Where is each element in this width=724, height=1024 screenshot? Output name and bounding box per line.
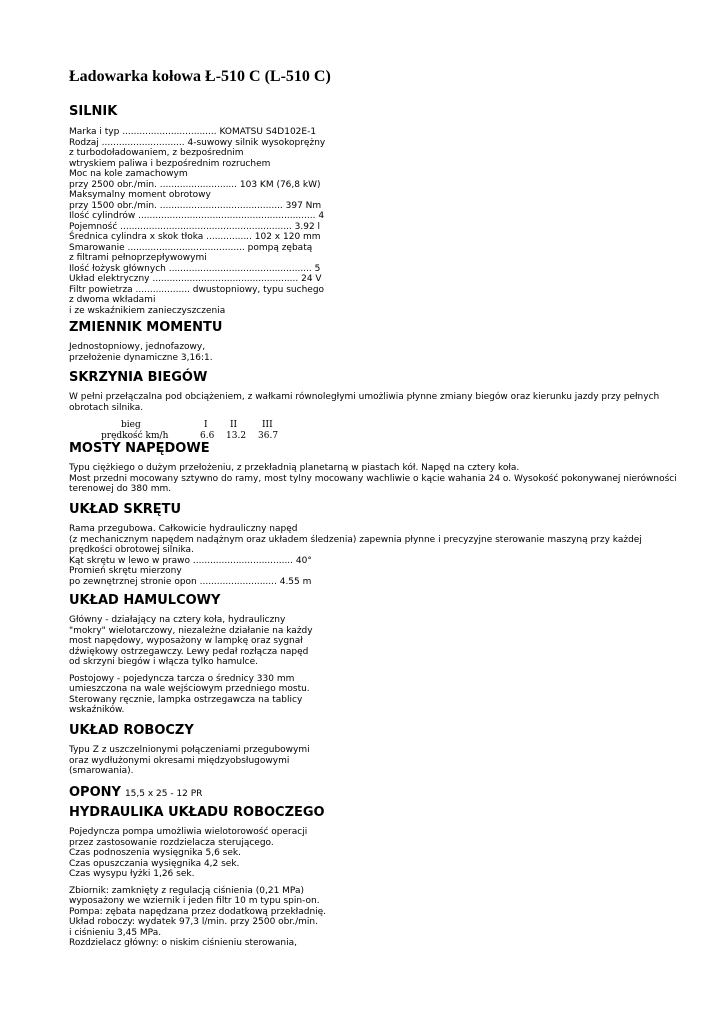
hamulce-para1 bbox=[69, 615, 669, 668]
text-line: Rozdzielacz główny: o niskim ciśnieniu sterowania, bbox=[69, 938, 297, 948]
heading-skrzynia: SKRZYNIA BIEGÓW bbox=[69, 370, 208, 385]
text-line: i ze wskaźnikiem zanieczyszczenia bbox=[69, 305, 226, 316]
text-line: Promień skrętu mierzony bbox=[69, 566, 182, 576]
text-line: (smarowania). bbox=[69, 766, 134, 776]
heading-roboczy: UKŁAD ROBOCZY bbox=[69, 723, 194, 738]
text-line: wskaźników. bbox=[69, 705, 125, 715]
silnik-lines bbox=[69, 127, 669, 316]
text-line: Moc na kole zamachowym bbox=[69, 169, 188, 179]
text-line: od skrzyni biegów i włącza tylko hamulce. bbox=[69, 657, 258, 667]
text-line: Zbiornik: zamknięty z regulacją ciśnienia (0,21 MPa) bbox=[69, 885, 304, 896]
hydraulika-para2 bbox=[69, 886, 669, 949]
speed-2: 13.2 bbox=[226, 431, 247, 441]
text-line: Ilość łożysk głównych .................................................. 5 bbox=[69, 263, 321, 274]
text-line: Czas podnoszenia wysięgnika 5,6 sek. bbox=[69, 848, 241, 858]
text-line: Rama przegubowa. Całkowicie hydrauliczny napęd bbox=[69, 524, 298, 534]
text-line: oraz wydłużonymi okresami międzyobsługowymi bbox=[69, 755, 290, 766]
section-skrzynia bbox=[69, 370, 669, 413]
text-line: z dwoma wkładami bbox=[69, 295, 156, 305]
text-line: "mokry" wielotarczowy, niezależne działanie na każdy bbox=[69, 625, 313, 636]
skrzynia-lines bbox=[69, 392, 669, 413]
text-line: Maksymalny moment obrotowy bbox=[69, 190, 211, 200]
heading-hamulce: UKŁAD HAMULCOWY bbox=[69, 593, 221, 608]
gear-3: III bbox=[262, 420, 273, 430]
text-line: terenowej do 380 mm. bbox=[69, 484, 172, 494]
heading-silnik: SILNIK bbox=[69, 104, 118, 119]
mosty-lines bbox=[69, 463, 677, 495]
text-line: Czas opuszczania wysięgnika 4,2 sek. bbox=[69, 858, 240, 869]
text-line: Pojedyncza pompa umożliwia wielotorowość operacji bbox=[69, 827, 308, 837]
hamulce-para2 bbox=[69, 674, 669, 716]
text-line: umieszczona na wale wejściowym przedniego mostu. bbox=[69, 684, 310, 694]
text-line: wyposażony we wziernik i jeden filtr 10 m typu spin-on. bbox=[69, 896, 320, 906]
text-line: Marka i typ ................................. KOMATSU S4D102E-1 bbox=[69, 127, 317, 137]
text-line: z turbodoładowaniem, z bezpośrednim bbox=[69, 148, 244, 158]
text-line: z filtrami pełnoprzepływowymi bbox=[69, 253, 207, 263]
heading-zmiennik: ZMIENNIK MOMENTU bbox=[69, 320, 223, 335]
text-line: Pompa: zębata napędzana przez dodatkową przekładnię. bbox=[69, 906, 327, 917]
gear-1: I bbox=[204, 420, 208, 430]
gear-speed-table bbox=[69, 420, 369, 442]
text-line: Sterowany ręcznie, lampka ostrzegawcza na tablicy bbox=[69, 694, 303, 705]
text-line: przez zastosowanie rozdzielacza sterującego. bbox=[69, 837, 274, 848]
skret-lines bbox=[69, 524, 669, 587]
text-line: Czas wysypu łyżki 1,26 sek. bbox=[69, 869, 195, 879]
heading-skret: UKŁAD SKRĘTU bbox=[69, 502, 182, 517]
section-zmiennik bbox=[69, 320, 669, 363]
text-line: po zewnętrznej stronie opon ........................... 4.55 m bbox=[69, 576, 312, 587]
text-line: prędkości obrotowej silnika. bbox=[69, 545, 194, 555]
heading-mosty: MOSTY NAPĘDOWE bbox=[69, 441, 210, 456]
text-line: Rodzaj ............................. 4-suwowy silnik wysokoprężny bbox=[69, 137, 326, 148]
text-line: (z mechanicznym napędem nadążnym oraz układem śledzenia) zapewnia płynne i precyzyjne sterowanie maszyną przy każdej bbox=[69, 534, 642, 545]
text-line: Układ roboczy: wydatek 97,3 l/min. przy 2500 obr./min. bbox=[69, 917, 318, 927]
text-line: Most przedni mocowany sztywno do ramy, most tylny mocowany wachliwie o kącie wahania 24 o. Wysokość pokonywanej nierówności bbox=[69, 473, 677, 484]
text-line: Układ elektryczny ................................................... 24 V bbox=[69, 274, 322, 284]
section-skret bbox=[69, 502, 669, 587]
section-silnik bbox=[69, 104, 669, 316]
text-line: przy 1500 obr./min. ........................................... 397 Nm bbox=[69, 200, 322, 211]
speed-1: 6.6 bbox=[200, 431, 215, 441]
text-line: Kąt skrętu w lewo w prawo ................................... 40° bbox=[69, 555, 312, 566]
text-line: Filtr powietrza ................... dwustopniowy, typu suchego bbox=[69, 284, 325, 295]
text-line: przy 2500 obr./min. ........................... 103 KM (76,8 kW) bbox=[69, 179, 321, 190]
text-line: Jednostopniowy, jednofazowy, bbox=[69, 342, 206, 352]
heading-hydraulika: HYDRAULIKA UKŁADU ROBOCZEGO bbox=[69, 805, 325, 820]
heading-opony: OPONY bbox=[69, 785, 121, 800]
zmiennik-lines bbox=[69, 342, 669, 363]
text-line: Postojowy - pojedyncza tarcza o średnicy 330 mm bbox=[69, 673, 295, 684]
document-title: Ładowarka kołowa Ł-510 C (L-510 C) bbox=[69, 68, 331, 85]
text-line: przełożenie dynamiczne 3,16:1. bbox=[69, 352, 213, 363]
text-line: Smarowanie ......................................... pompą zębatą bbox=[69, 242, 313, 253]
section-roboczy bbox=[69, 723, 669, 777]
text-line: Średnica cylindra x skok tłoka ................ 102 x 120 mm bbox=[69, 232, 321, 242]
gear-label: bieg bbox=[121, 420, 141, 430]
text-line: Typu Z z uszczelnionymi połączeniami przegubowymi bbox=[69, 745, 310, 755]
opony-value: 15,5 x 25 - 12 PR bbox=[124, 789, 203, 799]
section-hydraulika bbox=[69, 805, 669, 949]
section-mosty bbox=[69, 441, 677, 495]
text-line: wtryskiem paliwa i bezpośrednim rozruchem bbox=[69, 158, 271, 169]
gear-2: II bbox=[230, 420, 238, 430]
text-line: most napędowy, wyposażony w lampkę oraz sygnał bbox=[69, 636, 303, 646]
hydraulika-para1 bbox=[69, 827, 669, 880]
speed-3: 36.7 bbox=[258, 431, 279, 441]
section-hamulce bbox=[69, 593, 669, 716]
text-line: i ciśnieniu 3,45 MPa. bbox=[69, 927, 162, 938]
text-line: Typu ciężkiego o dużym przełożeniu, z przekładnią planetarną w piastach kół. Napęd na cztery koła. bbox=[69, 463, 520, 473]
text-line: Pojemność ............................................................ 3.92 l bbox=[69, 221, 321, 232]
text-line: Główny - działający na cztery koła, hydrauliczny bbox=[69, 615, 286, 625]
speed-label: prędkość km/h bbox=[101, 431, 169, 441]
text-line: dźwiękowy ostrzegawczy. Lewy pedał rozłącza napęd bbox=[69, 646, 309, 657]
text-line: W pełni przełączalna pod obciążeniem, z wałkami równoległymi umożliwia płynne zmiany biegów oraz kierunku jazdy przy pełnych bbox=[69, 392, 660, 402]
section-opony bbox=[69, 783, 669, 801]
text-line: obrotach silnika. bbox=[69, 402, 144, 413]
text-line: Ilość cylindrów .............................................................. 4 bbox=[69, 211, 325, 221]
roboczy-lines bbox=[69, 745, 669, 777]
